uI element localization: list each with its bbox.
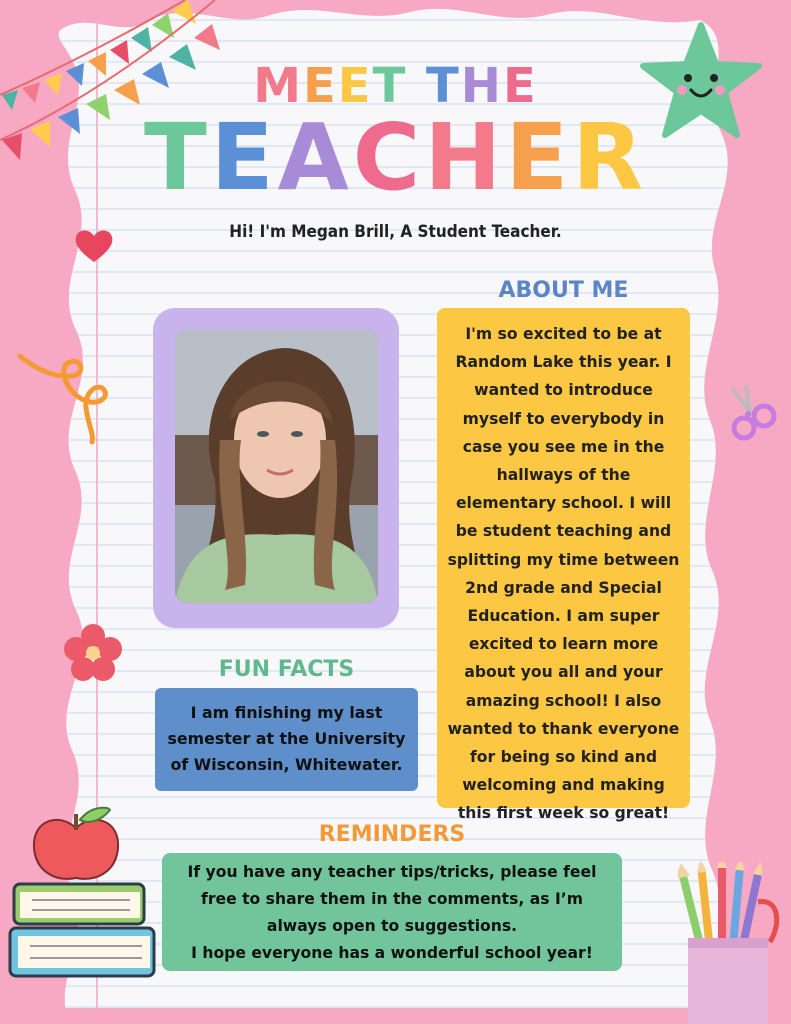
fun-facts-heading: FUN FACTS — [218, 657, 355, 682]
title-letter: H — [424, 104, 506, 211]
title-letter: R — [572, 104, 648, 211]
apple-books-icon — [4, 800, 160, 985]
title-letter: E — [302, 58, 338, 114]
flower-icon — [62, 622, 124, 684]
teacher-photo — [175, 330, 378, 603]
swirl-icon — [14, 348, 114, 448]
title-letter: E — [505, 104, 573, 211]
reminders-box — [162, 853, 622, 971]
intro-line: Hi! I'm Megan Brill, A Student Teacher. — [229, 222, 562, 242]
title-letter: E — [502, 58, 538, 114]
reminders-line-1: If you have any teacher tips/tricks, please feel free to share them in the comments, as I’m always open to suggestions. — [187, 863, 597, 935]
about-heading: ABOUT ME — [498, 278, 629, 303]
title-letter: C — [352, 104, 425, 211]
heart-icon — [74, 228, 114, 264]
title-letter: E — [337, 58, 373, 114]
about-text: I'm so excited to be at Random Lake this year. I wanted to introduce myself to everybody in case you see me in the hallways of the elementary school. I will be student teaching and splitting my time between 2nd grade and Special Education. I am super excited to learn more about you all and your amazing school! I also wanted to thank everyone for being so kind and welcoming and making this first week so great! — [437, 308, 690, 808]
reminders-heading: REMINDERS — [318, 822, 466, 847]
fun-facts-text: I am finishing my last semester at the University of Wisconsin, Whitewater. — [155, 688, 418, 791]
title-letter: T — [426, 58, 461, 114]
title-teacher — [0, 104, 791, 211]
title-letter: M — [253, 58, 303, 114]
title-letter: T — [143, 104, 211, 211]
pencil-cup-icon — [678, 862, 786, 1024]
reminders-line-2: I hope everyone has a wonderful school year! — [191, 944, 593, 962]
title-letter: H — [460, 58, 503, 114]
scissors-icon — [724, 384, 780, 444]
title-letter: T — [372, 58, 408, 114]
title-letter: A — [277, 104, 353, 211]
teacher-portrait-icon — [175, 330, 378, 603]
title-letter: E — [210, 104, 278, 211]
